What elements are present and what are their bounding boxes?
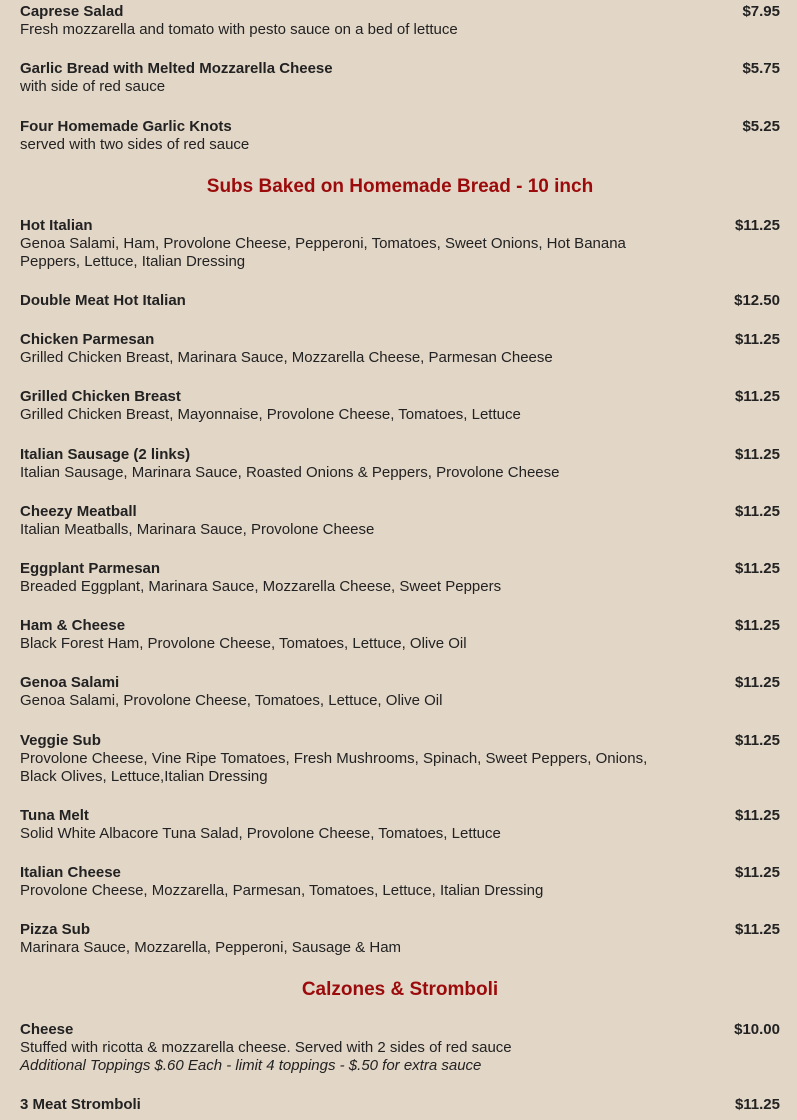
menu-item-hot-italian [20, 217, 780, 271]
item-name: Cheese [20, 1021, 74, 1038]
item-note: Additional Toppings $.60 Each - limit 4 toppings - $.50 for extra sauce [20, 1057, 482, 1074]
menu-item-3-meat-stromboli [20, 1096, 780, 1114]
menu-item-cheezy-meatball [20, 503, 780, 539]
item-name: Garlic Bread with Melted Mozzarella Cheese [20, 60, 333, 77]
item-name: Italian Sausage (2 links) [20, 446, 191, 463]
item-description: Breaded Eggplant, Marinara Sauce, Mozzarella Cheese, Sweet Peppers [20, 578, 502, 595]
item-name: Ham & Cheese [20, 617, 126, 634]
menu-item-chicken-parmesan [20, 331, 780, 367]
item-price: $11.25 [734, 217, 780, 234]
item-price: $10.00 [734, 1021, 780, 1038]
item-price: $5.25 [742, 118, 780, 135]
item-name: Italian Cheese [20, 864, 121, 881]
item-description: Genoa Salami, Provolone Cheese, Tomatoes, Lettuce, Olive Oil [20, 692, 443, 709]
item-description: Black Forest Ham, Provolone Cheese, Tomatoes, Lettuce, Olive Oil [20, 635, 467, 652]
item-name: Eggplant Parmesan [20, 560, 161, 577]
section-title-calzones: Calzones & Stromboli [301, 979, 499, 1000]
menu-item-garlic-knots [20, 118, 780, 154]
item-price: $5.75 [742, 60, 780, 77]
item-description: Italian Meatballs, Marinara Sauce, Provolone Cheese [20, 521, 375, 538]
menu-item-pizza-sub [20, 921, 780, 957]
item-price: $11.25 [734, 921, 780, 938]
item-name: Veggie Sub [20, 732, 101, 749]
item-description: Solid White Albacore Tuna Salad, Provolone Cheese, Tomatoes, Lettuce [20, 825, 501, 842]
menu-item-garlic-bread [20, 60, 780, 96]
item-name: Grilled Chicken Breast [20, 388, 181, 405]
item-name: 3 Meat Stromboli [20, 1096, 141, 1113]
item-price: $11.25 [734, 560, 780, 577]
menu-item-genoa-salami [20, 674, 780, 710]
menu-item-veggie-sub [20, 732, 780, 786]
item-description: Stuffed with ricotta & mozzarella cheese. Served with 2 sides of red sauce [20, 1039, 512, 1056]
item-name: Hot Italian [20, 217, 93, 234]
item-description: Genoa Salami, Ham, Provolone Cheese, Pepperoni, Tomatoes, Sweet Onions, Hot Banana Peppers, Lettuce, Italian Dressing [20, 235, 626, 270]
item-name: Caprese Salad [20, 3, 124, 20]
item-price: $11.25 [734, 503, 780, 520]
item-price: $11.25 [734, 1096, 780, 1113]
menu-item-eggplant-parmesan [20, 560, 780, 596]
item-price: $11.25 [734, 331, 780, 348]
item-name: Double Meat Hot Italian [20, 292, 186, 309]
menu-item-cheese-calzone [20, 1021, 780, 1075]
item-price: $12.50 [734, 292, 780, 309]
item-name: Four Homemade Garlic Knots [20, 118, 232, 135]
item-name: Chicken Parmesan [20, 331, 155, 348]
menu-item-italian-sausage [20, 446, 780, 482]
item-description: served with two sides of red sauce [20, 136, 250, 153]
item-price: $11.25 [734, 732, 780, 749]
item-description: Marinara Sauce, Mozzarella, Pepperoni, Sausage & Ham [20, 939, 402, 956]
item-description: Italian Sausage, Marinara Sauce, Roasted Onions & Peppers, Provolone Cheese [20, 464, 560, 481]
menu-item-grilled-chicken-breast [20, 388, 780, 424]
item-description: Provolone Cheese, Vine Ripe Tomatoes, Fresh Mushrooms, Spinach, Sweet Peppers, Onions, Black Olives, Lettuce,Italian Dressing [20, 750, 648, 785]
section-title-subs: Subs Baked on Homemade Bread - 10 inch [206, 176, 594, 197]
item-description: Grilled Chicken Breast, Mayonnaise, Provolone Cheese, Tomatoes, Lettuce [20, 406, 521, 423]
item-name: Genoa Salami [20, 674, 120, 691]
item-description: Provolone Cheese, Mozzarella, Parmesan, Tomatoes, Lettuce, Italian Dressing [20, 882, 544, 899]
item-description: Grilled Chicken Breast, Marinara Sauce, Mozzarella Cheese, Parmesan Cheese [20, 349, 553, 366]
item-price: $11.25 [734, 388, 780, 405]
item-description: with side of red sauce [20, 78, 166, 95]
menu-item-tuna-melt [20, 807, 780, 843]
menu-item-italian-cheese [20, 864, 780, 900]
item-price: $11.25 [734, 864, 780, 881]
menu-item-double-meat-hot-italian [20, 292, 780, 310]
item-price: $11.25 [734, 674, 780, 691]
item-price: $11.25 [734, 446, 780, 463]
item-price: $7.95 [742, 3, 780, 20]
item-name: Pizza Sub [20, 921, 91, 938]
item-name: Cheezy Meatball [20, 503, 137, 520]
item-price: $11.25 [734, 617, 780, 634]
menu-item-caprese-salad [20, 3, 780, 39]
menu-item-ham-cheese [20, 617, 780, 653]
menu-page [20, 3, 780, 1114]
item-name: Tuna Melt [20, 807, 89, 824]
item-description: Fresh mozzarella and tomato with pesto sauce on a bed of lettuce [20, 21, 458, 38]
item-price: $11.25 [734, 807, 780, 824]
